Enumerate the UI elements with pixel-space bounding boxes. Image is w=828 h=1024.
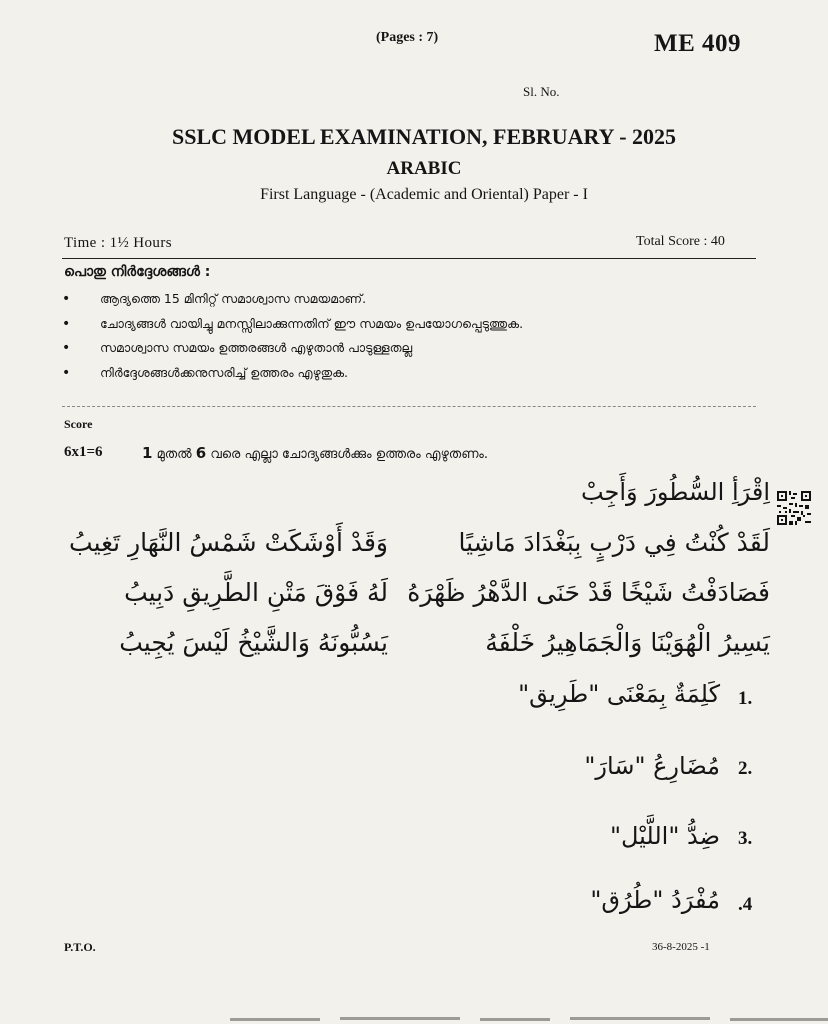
verse-hemistich-first: لَقَدْ كُنْتُ فِي دَرْبٍ بِبَغْدَادَ مَاشِيًا <box>458 528 770 557</box>
question-text: كَلِمَةٌ بِمَعْنَى "طَرِيق" <box>518 680 720 708</box>
question-number: 3. <box>738 828 753 849</box>
subject-title: ARABIC <box>386 158 462 179</box>
verse-line <box>0 628 828 668</box>
serial-number-label: Sl. No. <box>523 84 560 99</box>
range-from: 1 <box>142 444 153 462</box>
instructions-heading: പൊതു നിർദ്ദേശങ്ങൾ : <box>64 264 211 280</box>
range-mid: മുതൽ <box>152 447 196 462</box>
instruction-text: ആദ്യത്തെ 15 മിനിറ്റ് സമാശ്വാസ സമയമാണ്. <box>100 291 367 306</box>
instruction-text: നിർദ്ദേശങ്ങൾക്കനുസരിച്ച് ഉത്തരം എഴുതുക. <box>100 364 348 380</box>
range-to: 6 <box>195 444 207 462</box>
score-label: Score <box>64 417 93 431</box>
total-score: Total Score : 40 <box>636 234 725 249</box>
qr-code-icon <box>777 491 811 525</box>
section-score: 6x1=6 <box>64 444 103 460</box>
question-text: ضِدُّ "اللَّيْل" <box>609 822 720 850</box>
range-text: വരെ എല്ലാ ചോദ്യങ്ങൾക്കും ഉത്തരം എഴുതണം. <box>206 447 489 462</box>
exam-title: SSLC MODEL EXAMINATION, FEBRUARY - 2025 <box>171 124 677 149</box>
question-text: مُضَارِعُ "سَارَ" <box>584 752 720 780</box>
passage-heading: اِقْرَأِ السُّطُورَ وَأَجِبْ <box>580 478 770 506</box>
divider <box>62 258 756 259</box>
paper-code: ME 409 <box>654 30 742 57</box>
divider-dashed <box>62 406 756 407</box>
verse-hemistich-first: فَصَادَفْتُ شَيْخًا قَدْ حَنَى الدَّهْرُ ظَهْرَهُ <box>407 578 770 607</box>
verse-hemistich-second: يَسُبُّونَهُ وَالشَّيْخُ لَيْسَ يُجِيبُ <box>119 628 388 657</box>
bullet-icon: • <box>62 315 71 332</box>
instruction-text: ചോദ്യങ്ങൾ വായിച്ചു മനസ്സിലാക്കുന്നതിന് ഈ സമയം ഉപയോഗപ്പെടുത്തുക. <box>100 315 524 331</box>
question-text: مُفْرَدُ "طُرُق" <box>590 886 720 914</box>
page-count: (Pages : 7) <box>376 30 439 45</box>
section-instruction <box>142 444 488 462</box>
bullet-icon: • <box>62 291 71 307</box>
bullet-icon: • <box>62 364 71 381</box>
bullet-icon: • <box>62 340 71 356</box>
verse-hemistich-first: يَسِيرُ الْهُوَيْنَا وَالْجَمَاهِيرُ خَلْفَهُ <box>485 628 770 657</box>
print-reference: 36-8-2025 -1 <box>652 941 710 953</box>
instruction-text: സമാശ്വാസ സമയം ഉത്തരങ്ങൾ എഴുതാൻ പാടുള്ളതല്ല <box>100 340 413 355</box>
verse-hemistich-second: لَهُ فَوْقَ مَتْنِ الطَّرِيقِ دَبِيبُ <box>124 578 388 607</box>
question-number: 1. <box>738 688 753 709</box>
verse-line <box>0 528 828 568</box>
question-number: .4 <box>738 894 753 915</box>
time-allowed: Time : 1½ Hours <box>64 235 172 251</box>
paper-description: First Language - (Academic and Oriental) Paper - I <box>260 186 588 203</box>
question-number: 2. <box>738 758 753 779</box>
page-turn-over: P.T.O. <box>64 940 96 954</box>
verse-line <box>0 578 828 618</box>
bleed-through-marks <box>230 1012 828 1024</box>
verse-hemistich-second: وَقَدْ أَوْشَكَتْ شَمْسُ النَّهَارِ تَغِيبُ <box>69 528 388 557</box>
